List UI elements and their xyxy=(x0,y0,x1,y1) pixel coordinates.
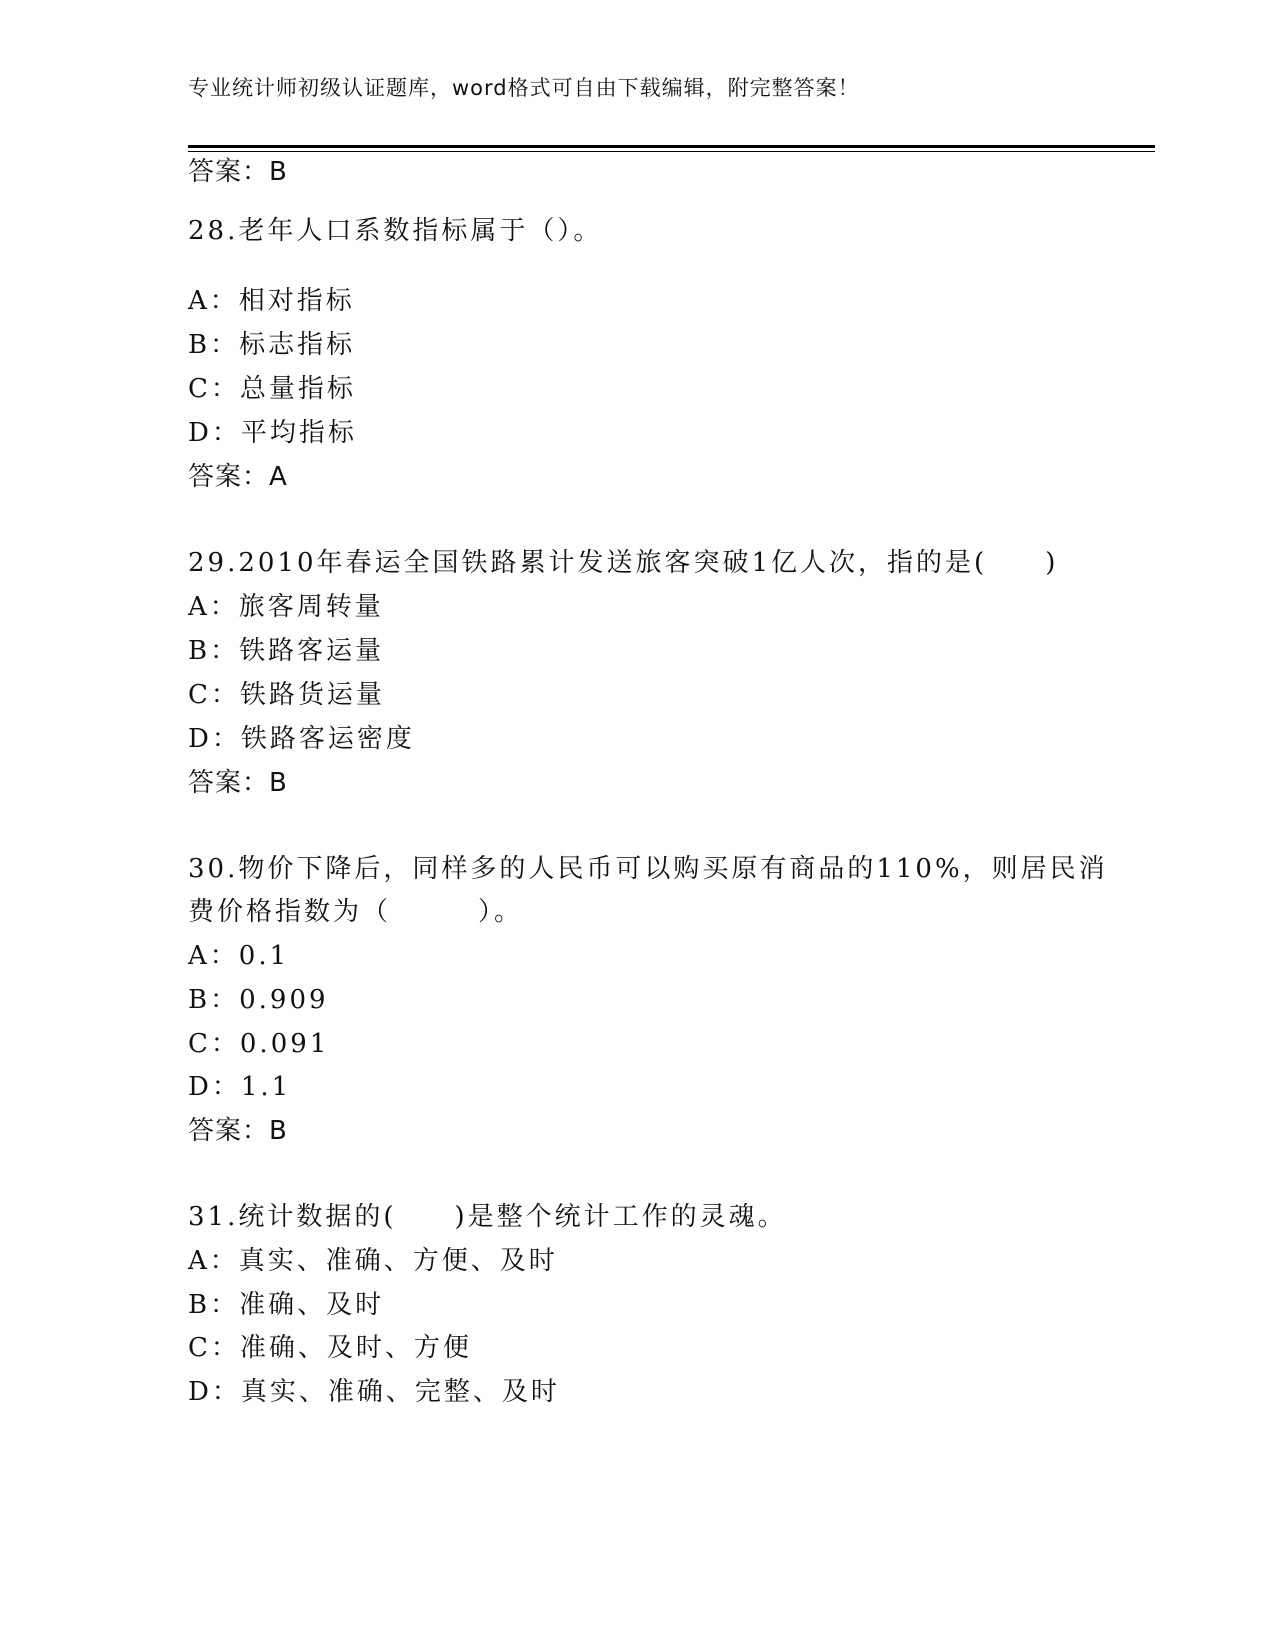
question-30-option-a: A：0.1 xyxy=(188,941,290,971)
question-30-option-c: C：0.091 xyxy=(188,1029,330,1059)
question-31-option-a: A：真实、准确、方便、及时 xyxy=(188,1246,558,1276)
question-31-option-b: B：准确、及时 xyxy=(188,1290,385,1320)
question-28-option-b: B：标志指标 xyxy=(188,330,356,360)
answer-29: 答案：B xyxy=(188,768,288,798)
question-31-option-d: D：真实、准确、完整、及时 xyxy=(188,1377,560,1407)
question-30-stem-line2: 费价格指数为（ ）。 xyxy=(188,897,524,927)
question-29-option-c: C：铁路货运量 xyxy=(188,680,385,710)
header-rule-thick xyxy=(188,145,1155,148)
question-29-option-d: D：铁路客运密度 xyxy=(188,724,415,754)
question-30-option-b: B：0.909 xyxy=(188,985,329,1015)
question-28-option-a: A：相对指标 xyxy=(188,286,355,316)
answer-27: 答案：B xyxy=(188,157,288,187)
question-28-option-c: C：总量指标 xyxy=(188,374,356,404)
question-30-stem-line1: 30.物价下降后，同样多的人民币可以购买原有商品的110%，则居民消 xyxy=(188,854,1108,884)
header-rule-thin xyxy=(188,151,1155,152)
question-30-option-d: D：1.1 xyxy=(188,1072,292,1102)
answer-30: 答案：B xyxy=(188,1116,288,1146)
question-31-option-c: C：准确、及时、方便 xyxy=(188,1333,472,1363)
question-29-stem: 29.2010年春运全国铁路累计发送旅客突破1亿人次，指的是( ) xyxy=(188,548,1059,578)
answer-28: 答案：A xyxy=(188,462,288,492)
question-29-option-a: A：旅客周转量 xyxy=(188,592,384,622)
question-28-stem: 28.老年人口系数指标属于（）。 xyxy=(188,216,603,246)
page-header: 专业统计师初级认证题库，word格式可自由下载编辑，附完整答案！ xyxy=(188,76,860,100)
question-29-option-b: B：铁路客运量 xyxy=(188,636,385,666)
question-31-stem: 31.统计数据的( )是整个统计工作的灵魂。 xyxy=(188,1202,787,1232)
question-28-option-d: D：平均指标 xyxy=(188,418,357,448)
